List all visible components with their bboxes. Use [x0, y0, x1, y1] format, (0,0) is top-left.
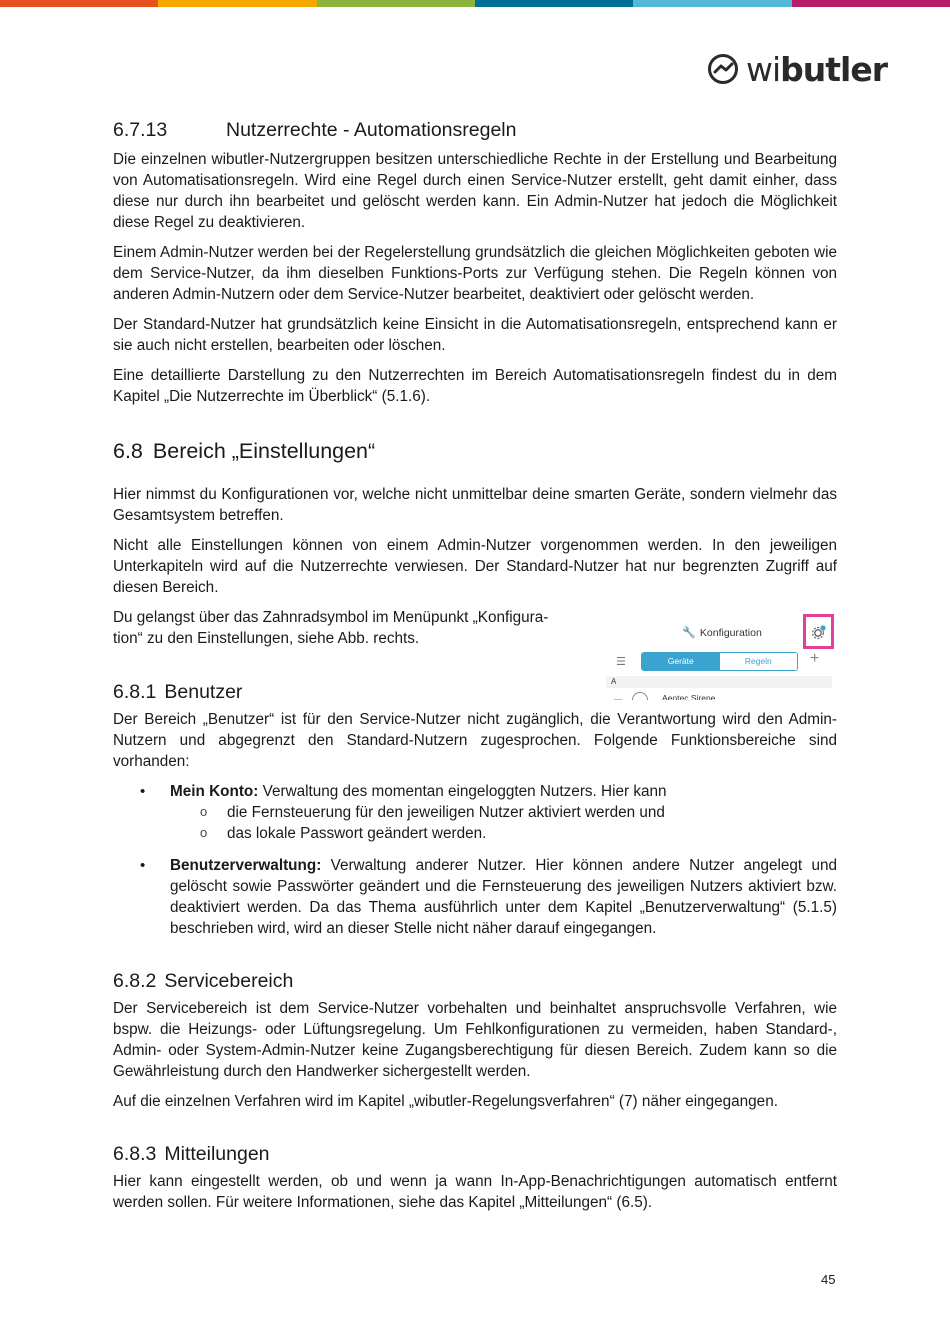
stripe-magenta — [792, 0, 950, 7]
row-handle-icon: — — [614, 695, 622, 700]
gear-icon — [811, 624, 827, 640]
logo-text: wibutler — [746, 49, 888, 89]
stripe-darkblue — [475, 0, 633, 7]
filter-icon: ☰ — [616, 656, 626, 668]
stripe-orange — [0, 0, 158, 7]
heading-6-8-3: 6.8.3 Mitteilungen — [113, 1143, 270, 1165]
tab-geraete: Geräte — [642, 653, 720, 670]
paragraph: Hier kann eingestellt werden, ob und wenn ja wann In-App-Benachrichtigungen automatisch entfernt werden sollen. Für weitere Informationen, siehe das Kapitel „Mitteilungen“ (6.5). — [113, 1173, 837, 1211]
text-line: Du gelangst über das Zahnradsymbol im Menüpunkt „Konfigura- — [113, 609, 549, 626]
page-number: 45 — [821, 1272, 836, 1287]
stripe-green — [317, 0, 475, 7]
paragraph: Der Servicebereich ist dem Service-Nutzer vorbehalten und beinhaltet anspruchsvolle Verfahren, wie bspw. die Heizungs- oder Lüftungsregelung. Um Fehlkonfigurationen zu vermeiden, haben Standard-, Admin- oder System-Admin-Nutzer keine Zugangsberechtigung für diesen Bereich. Zudem kann so die Gewährleistung durch den Handwerker sichergestellt werden. — [113, 1000, 837, 1080]
list-item: • Mein Konto: Verwaltung des momentan eingeloggten Nutzers. Hier kann o die Fernsteuerung für den jeweiligen Nutzer aktiviert werden und o das lokale Passwort geändert werden. — [113, 781, 837, 844]
paragraph: Nicht alle Einstellungen können von einem Admin-Nutzer vorgenommen werden. In den jeweiligen Unterkapiteln wird auf die Nutzerrechte verwiesen. Der Standard-Nutzer hat nur begrenzten Zugriff auf diesen Bereich. — [113, 537, 837, 596]
sub-list — [170, 802, 837, 844]
heading-6-7-13: 6.7.13 Nutzerrechte - Automationsregeln — [113, 119, 517, 141]
heading-6-8-1: 6.8.1 Benutzer — [113, 681, 243, 703]
paragraph: Hier nimmst du Konfigurationen vor, welche nicht unmittelbar deine smarten Geräte, sondern vielmehr das Gesamtsystem betreffen. — [113, 486, 837, 524]
section-letter: A — [606, 676, 832, 688]
list-item: • Benutzerverwaltung: Verwaltung anderer Nutzer. Hier können andere Nutzer angelegt und gelöscht sowie Passwörter geändert und die Fernsteuerung des jeweiligen Nutzers aktiviert bzw. deaktiviert werden. Da das Thema ausführlich unter dem Kapitel „Benutzerverwaltung“ (5.1.5) beschrieben wird, wird an dieser Stelle nicht näher darauf eingegangen. — [113, 855, 837, 939]
tab-regeln: Regeln — [720, 653, 798, 670]
logo-power-icon — [706, 52, 740, 86]
wibutler-logo — [706, 49, 888, 89]
heading-6-8: 6.8 Bereich „Einstellungen“ — [113, 439, 376, 463]
color-stripe — [0, 0, 950, 7]
configuration-screenshot — [606, 614, 838, 700]
sub-list-item: o das lokale Passwort geändert werden. — [170, 823, 837, 844]
plus-icon: + — [810, 650, 820, 667]
bullet-list — [113, 781, 837, 939]
screenshot-title: 🔧 Konfiguration — [682, 627, 762, 639]
paragraph: Der Standard-Nutzer hat grundsätzlich keine Einsicht in die Automatisationsregeln, entsprechend kann er sie auch nicht erstellen, bearbeiten oder löschen. — [113, 316, 837, 354]
paragraph: Eine detaillierte Darstellung zu den Nutzerrechten im Bereich Automatisationsregeln findest du in dem Kapitel „Die Nutzerrechte im Überblick“ (5.1.6). — [113, 367, 837, 405]
paragraph: Einem Admin-Nutzer werden bei der Regelerstellung grundsätzlich die gleichen Möglichkeiten geboten wie dem Service-Nutzer, da ihm dieselben Funktions-Ports zur Verfügung stehen. Die Regeln können von anderen Admin-Nutzern oder dem Service-Nutzer bearbeitet, deaktiviert oder gelöscht werden. — [113, 244, 837, 303]
text-line: tion“ zu den Einstellungen, siehe Abb. rechts. — [113, 630, 420, 647]
screenshot-tabs — [641, 652, 798, 671]
paragraph: Die einzelnen wibutler-Nutzergruppen besitzen unterschiedliche Rechte in der Erstellung und Bearbeitung von Automatisationsregeln. Wird eine Regel durch einen Service-Nutzer erstellt, geht damit einher, dass diese nur durch ihn bearbeitet und gelöscht werden kann. Ein Admin-Nutzer hat jedoch die Möglichkeit diese Regel zu deaktivieren. — [113, 151, 837, 231]
paragraph: Auf die einzelnen Verfahren wird im Kapitel „wibutler-Regelungsverfahren“ (7) näher eingegangen. — [113, 1093, 778, 1110]
stripe-yellow — [158, 0, 316, 7]
heading-6-8-2: 6.8.2 Servicebereich — [113, 970, 294, 992]
device-name: Aeotec Sirene — [662, 693, 716, 700]
gear-highlight — [803, 614, 834, 649]
paragraph: Der Bereich „Benutzer“ ist für den Service-Nutzer nicht zugänglich, die Verantwortung wird den Admin-Nutzern und abgegrenzt den Standard-Nutzern zugesprochen. Folgende Funktionsbereiche sind vorhanden: — [113, 711, 837, 770]
device-icon — [632, 692, 648, 700]
sub-list-item: o die Fernsteuerung für den jeweiligen Nutzer aktiviert werden und — [170, 802, 837, 823]
wrench-icon: 🔧 — [682, 627, 696, 639]
stripe-lightblue — [633, 0, 791, 7]
